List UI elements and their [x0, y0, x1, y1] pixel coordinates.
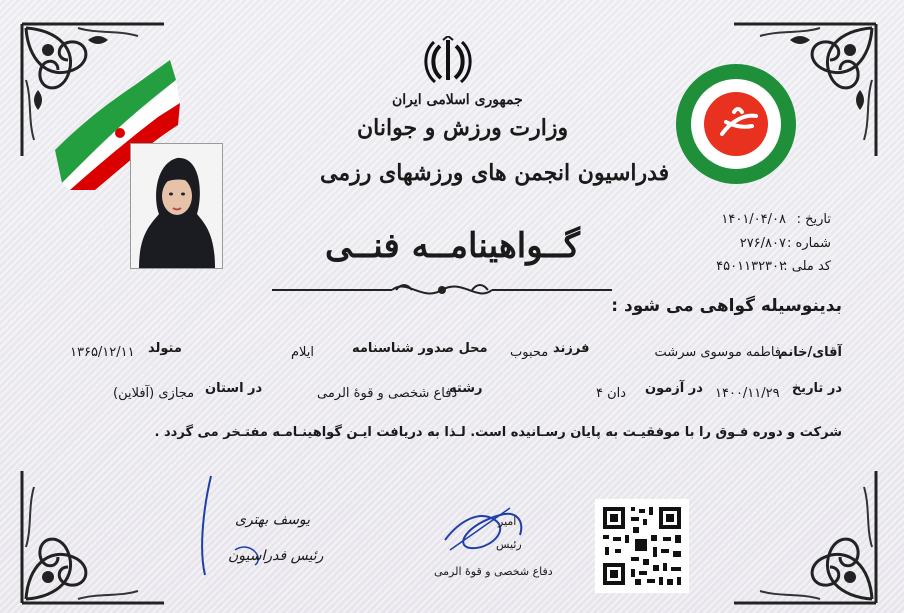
ministry-title: وزارت ورزش و جوانان — [357, 115, 569, 141]
mr-ms-label: آقای/خانم — [778, 345, 842, 360]
president-name: یوسف بهتری — [235, 512, 311, 528]
corner-ornament-bottom-left — [18, 467, 168, 607]
national-code-value: ۴۵۰۱۱۳۲۳۰۲ — [716, 259, 786, 274]
corner-ornament-bottom-right — [730, 467, 880, 607]
holder-photo — [130, 143, 223, 269]
number-value: ۲۷۶/۸۰۷ — [739, 236, 786, 251]
field-value: دفاع شخصی و قوهٔ الرمی — [317, 386, 458, 401]
president-title: رئیس فدراسیون — [228, 548, 324, 564]
holder-name: فاطمه موسوی سرشت — [654, 345, 781, 360]
exam-date: ۱۴۰۰/۱۱/۲۹ — [715, 386, 780, 401]
born-label: متولد — [148, 341, 182, 356]
qr-code[interactable] — [595, 499, 689, 593]
issue-place: ایلام — [291, 345, 315, 360]
federation-seal — [674, 62, 798, 186]
issue-place-label: محل صدور شناسنامه — [352, 341, 488, 356]
birth-date: ۱۳۶۵/۱۲/۱۱ — [70, 345, 135, 360]
association-line-2: رئیس — [496, 538, 522, 551]
field-label: رشته — [449, 381, 483, 396]
iran-emblem-icon — [423, 36, 473, 86]
province-label: در استان — [205, 381, 263, 396]
date-value: ۱۴۰۱/۰۴/۰۸ — [721, 212, 786, 227]
republic-title: جمهوری اسلامی ایران — [392, 92, 523, 108]
child-of-label: فرزند — [553, 341, 590, 356]
association-line-1: امیر — [498, 515, 517, 528]
association-signature — [440, 500, 530, 560]
number-label: شماره : — [787, 236, 831, 251]
father-name: محبوب — [510, 345, 549, 360]
national-code-label: کد ملی : — [783, 259, 831, 274]
exam-date-label: در تاریخ — [791, 381, 842, 396]
exam-value: دان ۴ — [596, 386, 627, 401]
date-label: تاریخ : — [796, 212, 831, 227]
province-value: مجازی (آفلاین) — [113, 386, 195, 401]
closing-text: شرکت و دوره فـوق را با موفقیـت به پایان رسـانیده است. لـذا به دریافت ایـن گواهینـامـه مفتـخر می گردد . — [154, 425, 842, 440]
ornamental-divider — [272, 276, 612, 304]
exam-label: در آزمون — [645, 381, 703, 396]
association-line-3: دفاع شخصی و قوهٔ الرمی — [434, 565, 553, 578]
federation-title: فدراسیون انجمن های ورزشهای رزمی — [320, 160, 670, 186]
certificate-title: گــواهینامــه فنــی — [325, 226, 580, 266]
intro-line: بدینوسیله گواهی می شود : — [611, 296, 842, 316]
